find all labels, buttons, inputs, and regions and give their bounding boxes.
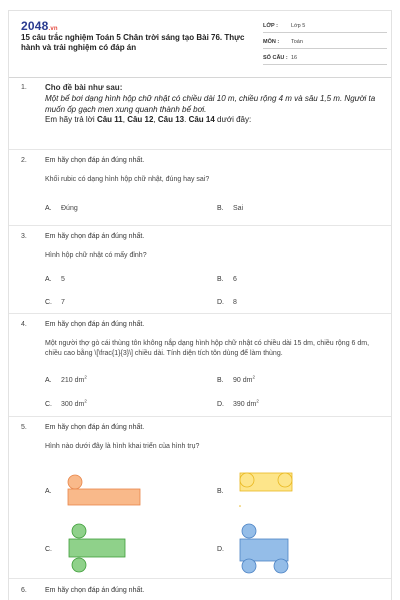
- option-letter: D.: [217, 299, 224, 306]
- question-body: [45, 232, 383, 261]
- option-letter: C.: [45, 299, 52, 306]
- meta-subject-key: MÔN :: [263, 38, 280, 45]
- option-exponent: 2: [84, 398, 87, 404]
- question-number: 4.: [21, 321, 27, 328]
- question-separator: [9, 149, 392, 150]
- option-a[interactable]: [45, 376, 87, 386]
- option-text: 390 dm: [233, 401, 257, 408]
- question-2: [21, 156, 383, 226]
- option-letter: C.: [45, 546, 52, 553]
- passage-lead: Cho đề bài như sau:: [45, 83, 123, 92]
- question-number: 5.: [21, 424, 27, 431]
- net-figure-a[interactable]: [63, 471, 143, 511]
- dot-mark-icon: [239, 505, 241, 507]
- option-letter: A.: [45, 205, 52, 212]
- option-b[interactable]: [217, 275, 237, 285]
- option-letter: A.: [45, 488, 52, 495]
- option-text: 6: [233, 276, 237, 283]
- question-body: [45, 320, 383, 359]
- question-separator: [9, 416, 392, 417]
- circle-face-icon: [274, 559, 288, 573]
- option-a[interactable]: [45, 204, 78, 214]
- rectangle-face-icon: [68, 489, 140, 505]
- option-letter: D.: [217, 546, 224, 553]
- option-text: Đúng: [61, 205, 78, 212]
- question-body: [45, 156, 383, 185]
- passage-instruction: [45, 115, 383, 125]
- question-prompt: Khối rubic có dạng hình hộp chữ nhật, đúng hay sai?: [45, 176, 210, 183]
- circle-face-icon: [68, 475, 82, 489]
- meta-grade: [263, 19, 387, 33]
- question-prompt: Hình nào dưới đây là hình khai triển của hình trụ?: [45, 443, 200, 450]
- option-text: 8: [233, 299, 237, 306]
- sep: .: [184, 115, 189, 124]
- circle-face-icon: [242, 524, 256, 538]
- sep: ,: [122, 115, 128, 124]
- option-letter: A.: [45, 377, 52, 384]
- question-separator: [9, 578, 392, 579]
- worksheet-header: [9, 11, 391, 69]
- option-exponent: 2: [256, 398, 259, 404]
- option-c[interactable]: [45, 400, 87, 410]
- question-prompt: Hình hộp chữ nhật có mấy đỉnh?: [45, 252, 147, 259]
- option-letter: B.: [217, 488, 224, 495]
- option-exponent: 2: [84, 374, 87, 380]
- sep: ,: [153, 115, 158, 124]
- meta-grade-value: Lớp 5: [291, 22, 306, 29]
- header-divider: [9, 77, 391, 78]
- worksheet-title: 15 câu trắc nghiệm Toán 5 Chân trời sáng tạo Bài 76. Thực hành và trải nghiệm có đáp án: [21, 33, 245, 52]
- worksheet-page: [8, 10, 392, 600]
- circle-face-icon: [72, 524, 86, 538]
- question-stem: Em hãy chọn đáp án đúng nhất.: [45, 587, 145, 594]
- option-letter: C.: [45, 401, 52, 408]
- question-stem: Em hãy chọn đáp án đúng nhất.: [45, 321, 145, 328]
- meta-subject: [263, 35, 387, 49]
- site-logo[interactable]: [21, 19, 58, 33]
- net-figure-c[interactable]: [63, 523, 133, 575]
- question-number: 6.: [21, 587, 27, 594]
- question-stem: Em hãy chọn đáp án đúng nhất.: [45, 424, 145, 431]
- ref-c12: Câu 12: [127, 115, 154, 124]
- meta-count-value: 16: [291, 54, 298, 61]
- option-text: 210 dm: [61, 377, 85, 384]
- option-d[interactable]: [217, 545, 233, 555]
- option-letter: B.: [217, 205, 224, 212]
- instruction-pre: Em hãy trả lời: [45, 115, 97, 124]
- question-prompt: Một người thợ gò cái thùng tôn không nắp dạng hình hộp chữ nhật có chiều dài 15 dm, chiều rộng 6 dm, chiều cao bằng \[\frac{1}{3}\] chiều dài. Tính diện tích tôn dùng để làm thùng.: [45, 340, 370, 357]
- option-a[interactable]: [45, 275, 65, 285]
- option-text: 90 dm: [233, 377, 253, 384]
- question-number: 3.: [21, 233, 27, 240]
- question-3: [21, 232, 383, 322]
- meta-subject-value: Toán: [291, 38, 303, 45]
- circle-face-icon: [278, 473, 292, 487]
- question-body: [45, 586, 383, 596]
- option-c[interactable]: [45, 298, 65, 308]
- question-stem: Em hãy chọn đáp án đúng nhất.: [45, 157, 145, 164]
- passage-text: Một bể bơi dạng hình hộp chữ nhật có chiều dài 10 m, chiều rộng 4 m và sâu 1,5 m. Người ta muốn ốp gạch men xung quanh thành bể bơi.: [45, 94, 376, 114]
- option-text: 5: [61, 276, 65, 283]
- net-figure-b[interactable]: [233, 469, 303, 511]
- option-d[interactable]: [217, 400, 259, 410]
- question-number: 1.: [21, 84, 27, 91]
- ref-c14: Câu 14: [188, 115, 215, 124]
- question-5: [21, 423, 383, 581]
- rectangle-face-icon: [69, 539, 125, 557]
- question-passage: [45, 83, 383, 125]
- option-exponent: 2: [252, 374, 255, 380]
- question-stem: Em hãy chọn đáp án đúng nhất.: [45, 233, 145, 240]
- worksheet-meta: [263, 19, 387, 67]
- meta-grade-key: LỚP :: [263, 22, 278, 29]
- logo-number: 2048: [21, 19, 49, 33]
- circle-face-icon: [240, 473, 254, 487]
- question-4: [21, 320, 383, 420]
- option-letter: B.: [217, 377, 224, 384]
- option-letter: A.: [45, 276, 52, 283]
- rectangle-face-icon: [240, 539, 288, 561]
- option-letter: B.: [217, 276, 224, 283]
- meta-count: [263, 51, 387, 65]
- question-number: 2.: [21, 157, 27, 164]
- option-text: Sai: [233, 205, 244, 212]
- instruction-post: dưới đây:: [214, 115, 252, 124]
- option-text: 300 dm: [61, 401, 85, 408]
- question-body: [45, 423, 383, 452]
- option-a[interactable]: [45, 487, 61, 497]
- option-d[interactable]: [217, 298, 237, 308]
- net-figure-d[interactable]: [235, 523, 305, 575]
- option-b[interactable]: [217, 376, 255, 386]
- option-b[interactable]: [217, 204, 243, 214]
- option-c[interactable]: [45, 545, 61, 555]
- option-letter: D.: [217, 401, 224, 408]
- question-separator: [9, 225, 392, 226]
- ref-c13: Câu 13: [157, 115, 185, 124]
- option-text: 7: [61, 299, 65, 306]
- circle-face-icon: [72, 558, 86, 572]
- circle-face-icon: [242, 559, 256, 573]
- option-b[interactable]: [217, 487, 233, 497]
- question-separator: [9, 313, 392, 314]
- meta-count-key: SỐ CÂU :: [263, 54, 288, 61]
- ref-c11: Câu 11: [96, 115, 123, 124]
- logo-tld: .vn: [48, 26, 58, 32]
